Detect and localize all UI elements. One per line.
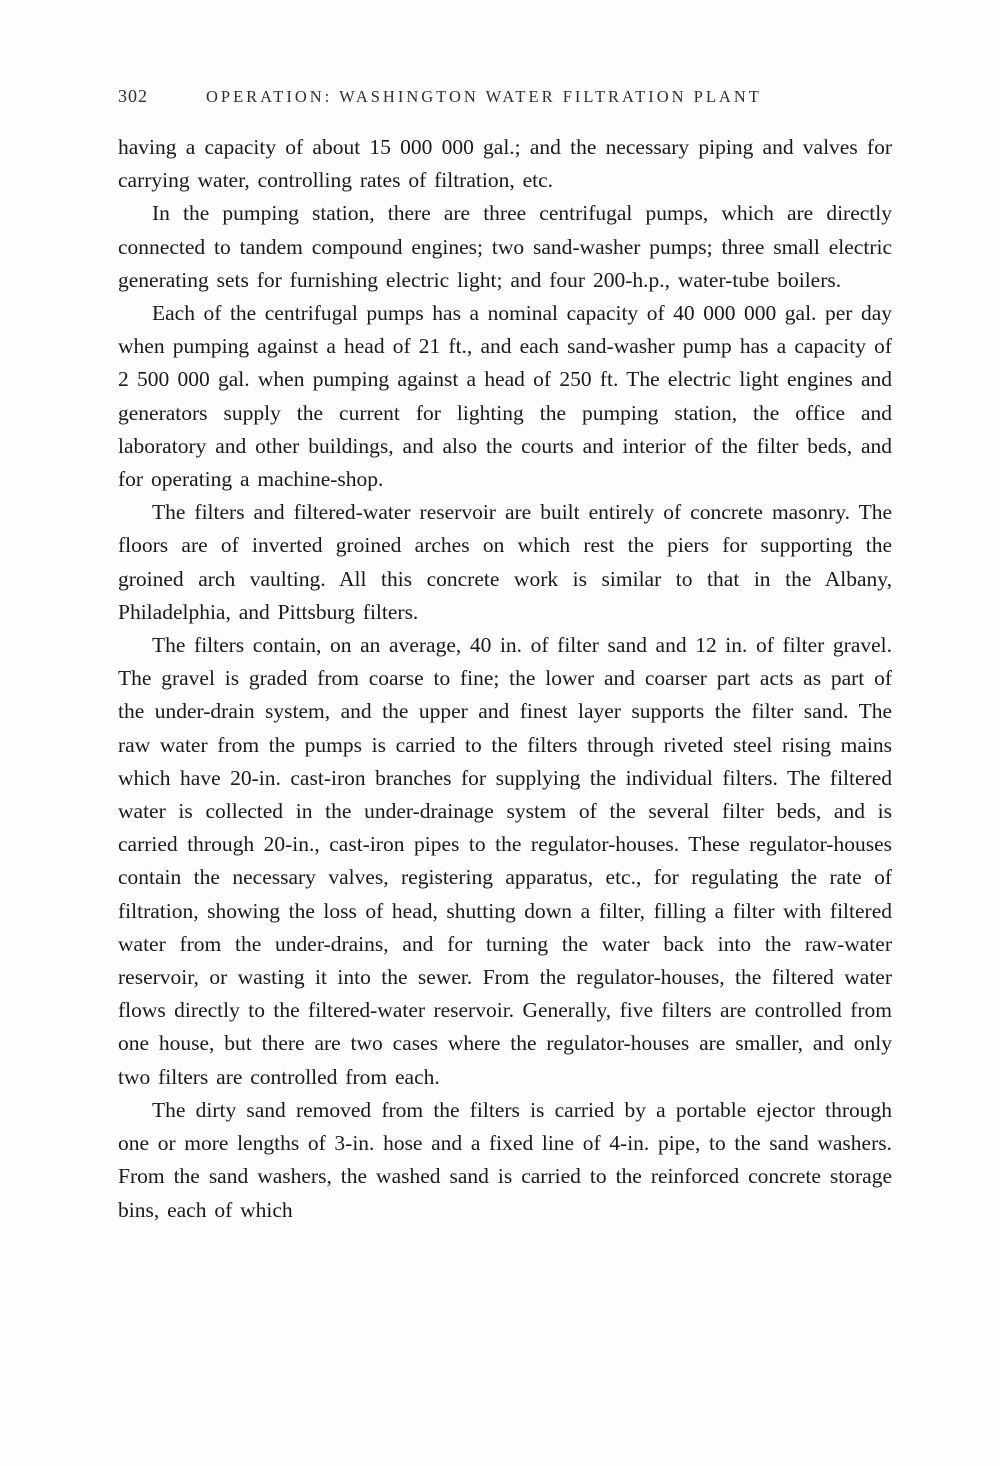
paragraph: The filters and filtered-water reservoir are built entirely of concrete masonry. The floors are of inverted groined arches on which rest the piers for supporting the groined arch vaulting. All this concrete work is similar to that in the Albany, Philadelphia, and Pittsburg filters. [118, 500, 892, 624]
paragraph: Each of the centrifugal pumps has a nominal capacity of 40 000 000 gal. per day when pumping against a head of 21 ft., and each sand-washer pump has a capacity of 2 500 000 gal. when pumping against a head of 250 ft. The electric light engines and generators supply the current for lighting the pumping station, the office and laboratory and other buildings, and also the courts and interior of the filter beds, and for operating a machine-shop. [118, 301, 892, 492]
page-body [118, 131, 892, 1227]
running-header-title: OPERATION: WASHINGTON WATER FILTRATION PLANT [206, 87, 762, 106]
book-page [118, 86, 892, 1227]
page-number: 302 [118, 86, 148, 106]
paragraph: In the pumping station, there are three centrifugal pumps, which are directly connected to tandem compound engines; two sand-washer pumps; three small electric generating sets for furnishing electric light; and four 200-h.p., water-tube boilers. [118, 201, 892, 292]
paragraph: The dirty sand removed from the filters is carried by a portable ejector through one or more lengths of 3-in. hose and a fixed line of 4-in. pipe, to the sand washers. From the sand washers, the washed sand is carried to the reinforced concrete storage bins, each of which [118, 1097, 892, 1222]
running-header [118, 86, 892, 107]
paragraph: The filters contain, on an average, 40 in. of filter sand and 12 in. of filter gravel. The gravel is graded from coarse to fine; the lower and coarser part acts as part of the under-drain system, and the upper and finest layer supports the filter sand. The raw water from the pumps is carried to the filters through riveted steel rising mains which have 20-in. cast-iron branches for supplying the individual filters. The filtered water is collected in the under-drainage system of the several filter beds, and is carried through 20-in., cast-iron pipes to the regulator-houses. These regulator-houses contain the necessary valves, registering apparatus, etc., for regulating the rate of filtration, showing the loss of head, shutting down a filter, filling a filter with filtered water from the under-drains, and for turning the water back into the raw-water reservoir, or wasting it into the sewer. From the regulator-houses, the filtered water flows directly to the filtered-water reservoir. Generally, five filters are controlled from one house, but there are two cases where the regulator-houses are smaller, and only two filters are controlled from each. [118, 633, 892, 1089]
paragraph-continuation: having a capacity of about 15 000 000 gal.; and the necessary piping and valves for carrying water, controlling rates of filtration, etc. [118, 135, 892, 193]
